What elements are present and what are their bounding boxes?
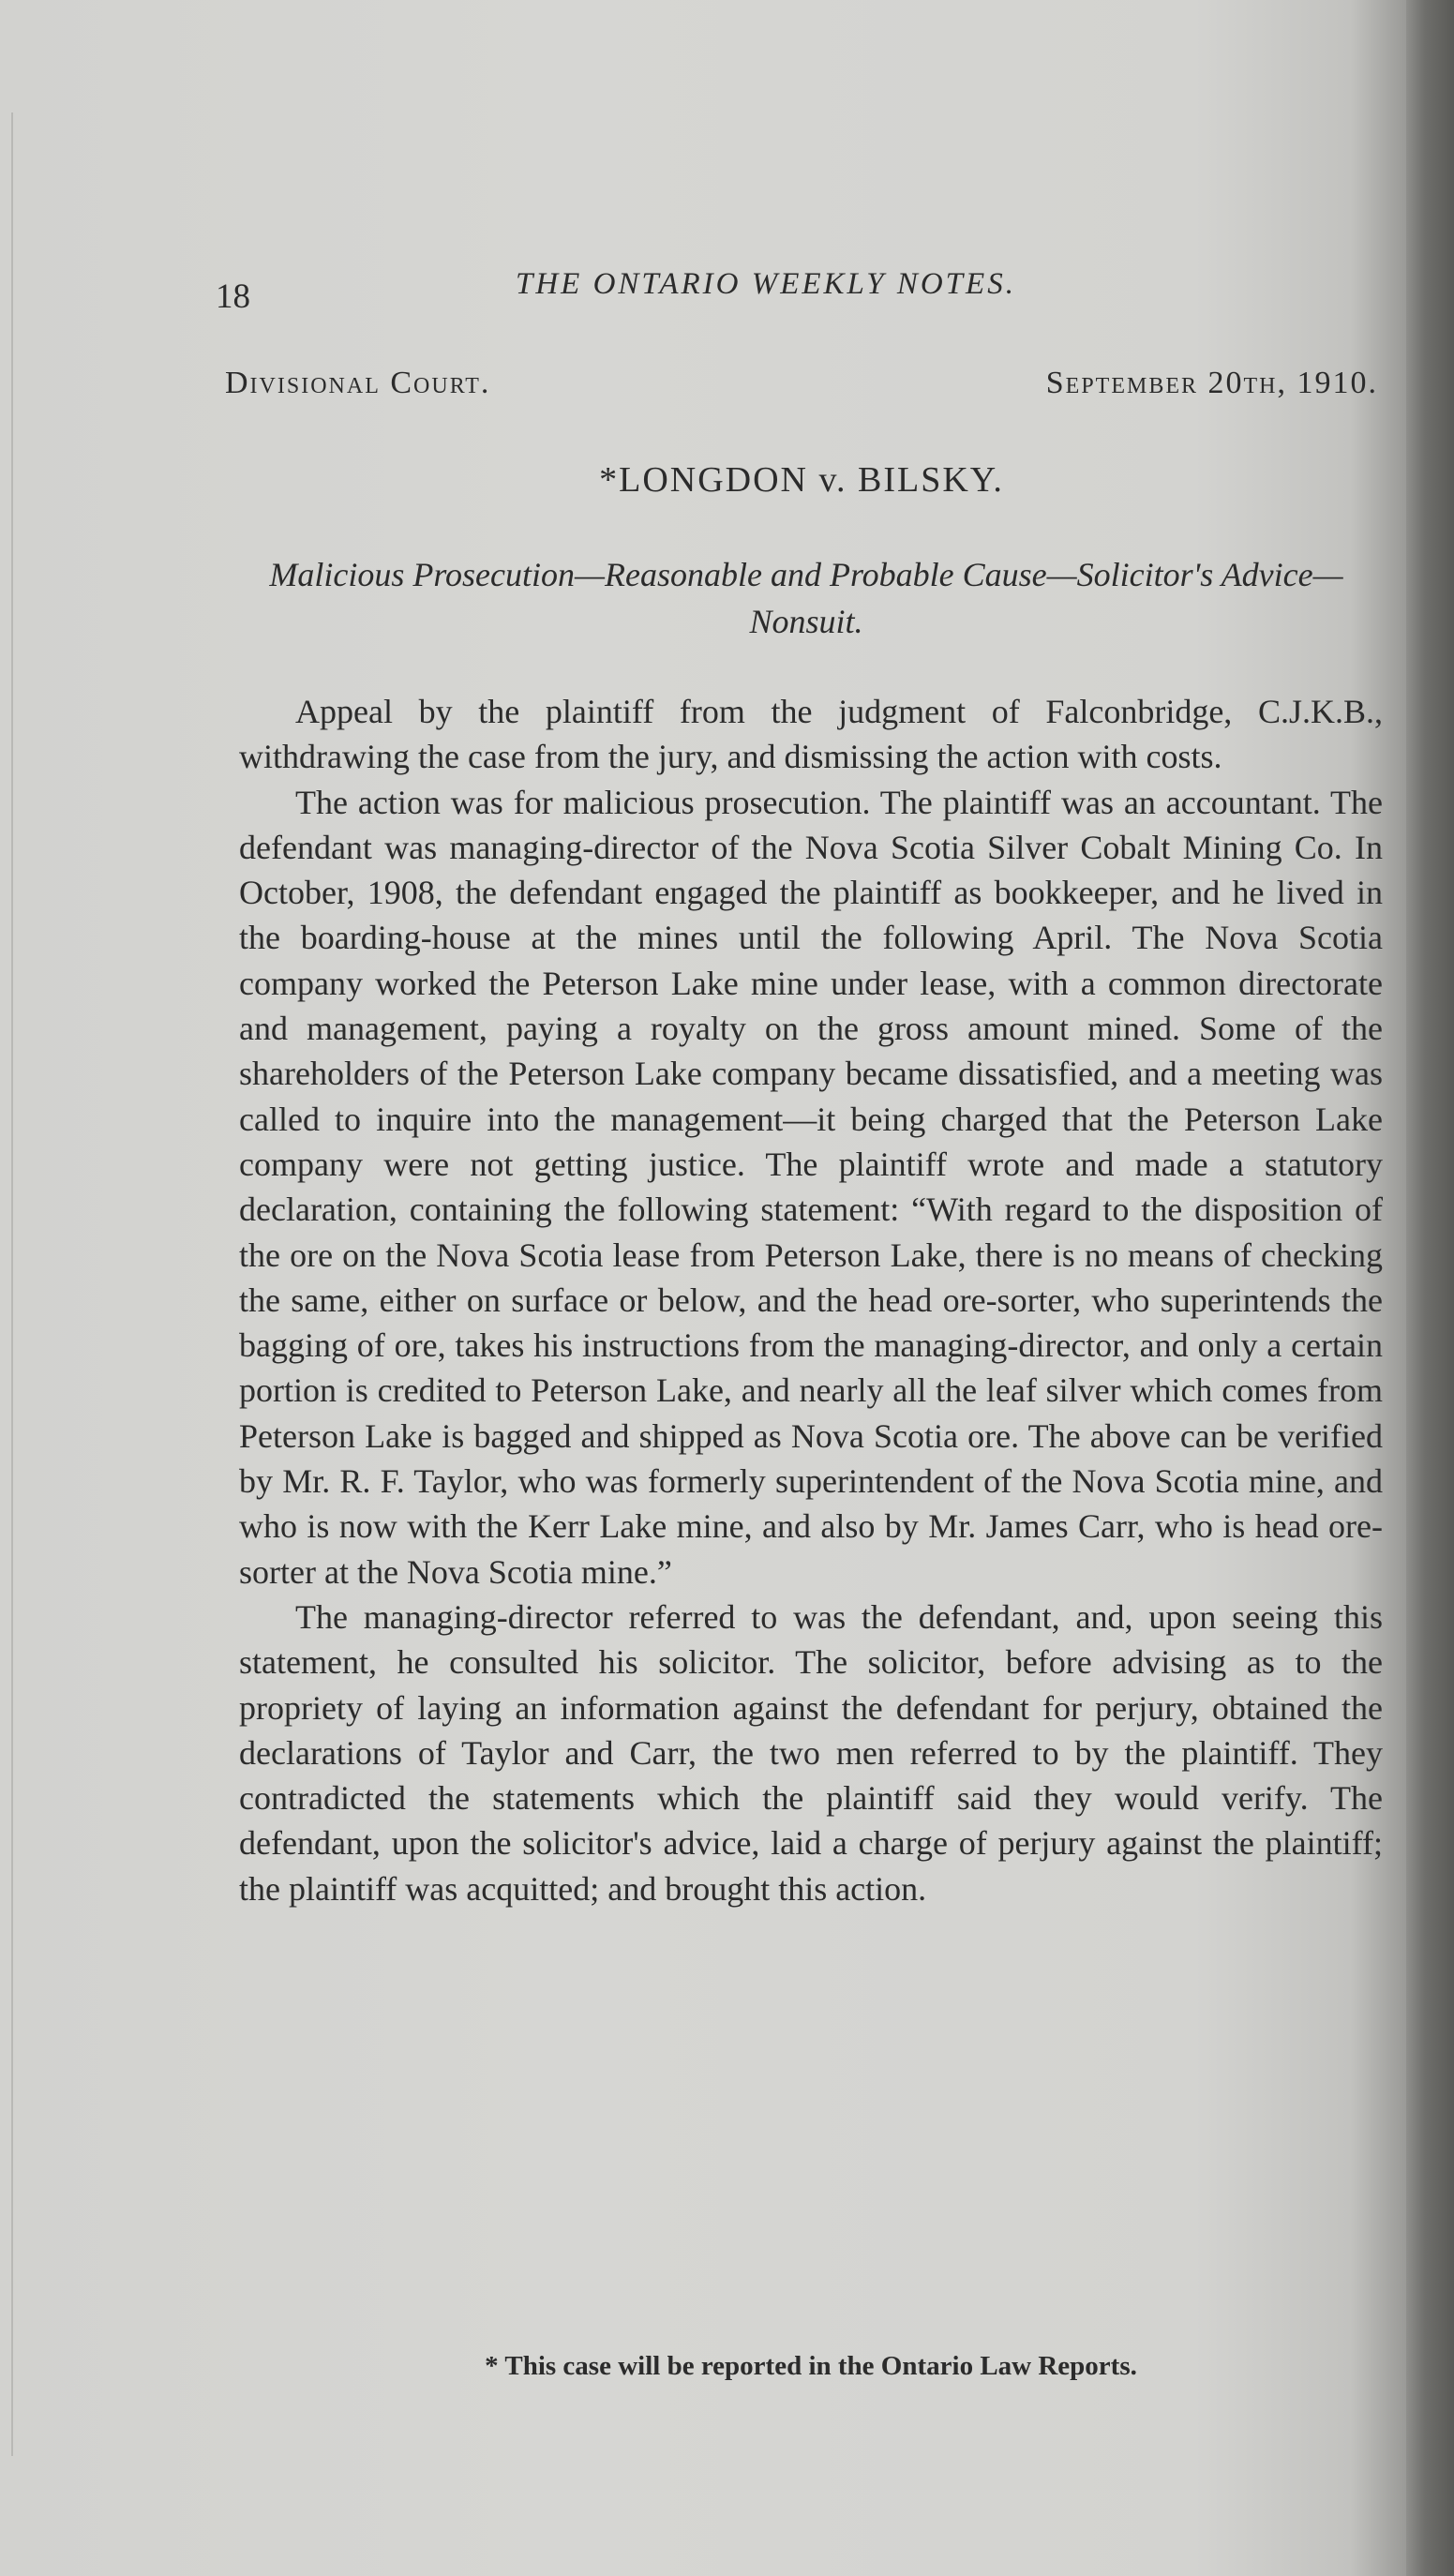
footnote: * This case will be reported in the Ontario Law Reports. bbox=[485, 2351, 1137, 2381]
book-spine-shadow bbox=[1406, 0, 1454, 2576]
decision-date: September 20th, 1910. bbox=[1045, 366, 1378, 400]
body-text bbox=[239, 689, 1383, 1911]
running-title: THE ONTARIO WEEKLY NOTES. bbox=[516, 267, 1016, 301]
case-title: *LONGDON v. BILSKY. bbox=[599, 460, 1004, 500]
paragraph-facts: The action was for malicious prosecution. The plaintiff was an accountant. The defendant was managing-director of the Nova Scotia Silver Cobalt Mining Co. In October, 1908, the defendant engaged the plaintiff as bookkeeper, and he lived in the boarding-house at the mines until the following April. The Nova Scotia company worked the Peterson Lake mine under lease, with a common directorate and management, paying a royalty on the gross amount mined. Some of the shareholders of the Peterson Lake company became dissatisfied, and a meeting was called to inquire into the management—it being charged that the Peterson Lake company were not getting justice. The plaintiff wrote and made a statutory declaration, containing the following statement: “With regard to the disposition of the ore on the Nova Scotia lease from Peterson Lake, there is no means of checking the same, either on surface or below, and the head ore-sorter, who superintends the bagging of ore, takes his instructions from the managing-director, and only a certain portion is credited to Peterson Lake, and nearly all the leaf silver which comes from Peterson Lake is bagged and shipped as Nova Scotia ore. The above can be verified by Mr. R. F. Taylor, who was formerly superintendent of the Nova Scotia mine, and who is now with the Kerr Lake mine, and also by Mr. James Carr, who is head ore-sorter at the Nova Scotia mine.” bbox=[239, 783, 1383, 1591]
running-head bbox=[216, 267, 1387, 323]
page-edge-rule bbox=[11, 112, 13, 2456]
court-date-line bbox=[225, 366, 1378, 412]
page-number: 18 bbox=[216, 277, 250, 316]
court-name: Divisional Court. bbox=[225, 366, 491, 400]
headnote: Malicious Prosecution—Reasonable and Probable Cause—Solicitor's Advice—Nonsuit. bbox=[269, 556, 1343, 640]
paragraph-appeal: Appeal by the plaintiff from the judgment of Falconbridge, C.J.K.B., withdrawing the case from the jury, and dismissing the action with costs. bbox=[239, 693, 1383, 776]
paragraph-solicitor: The managing-director referred to was the defendant, and, upon seeing this statement, he consulted his solicitor. The solicitor, before advising as to the propriety of laying an information against the defendant for perjury, obtained the declarations of Taylor and Carr, the two men referred to by the plaintiff. They contradicted the statements which the plaintiff said they would verify. The defendant, upon the solicitor's advice, laid a charge of perjury against the plaintiff; the plaintiff was acquitted; and brought this action. bbox=[239, 1597, 1383, 1908]
